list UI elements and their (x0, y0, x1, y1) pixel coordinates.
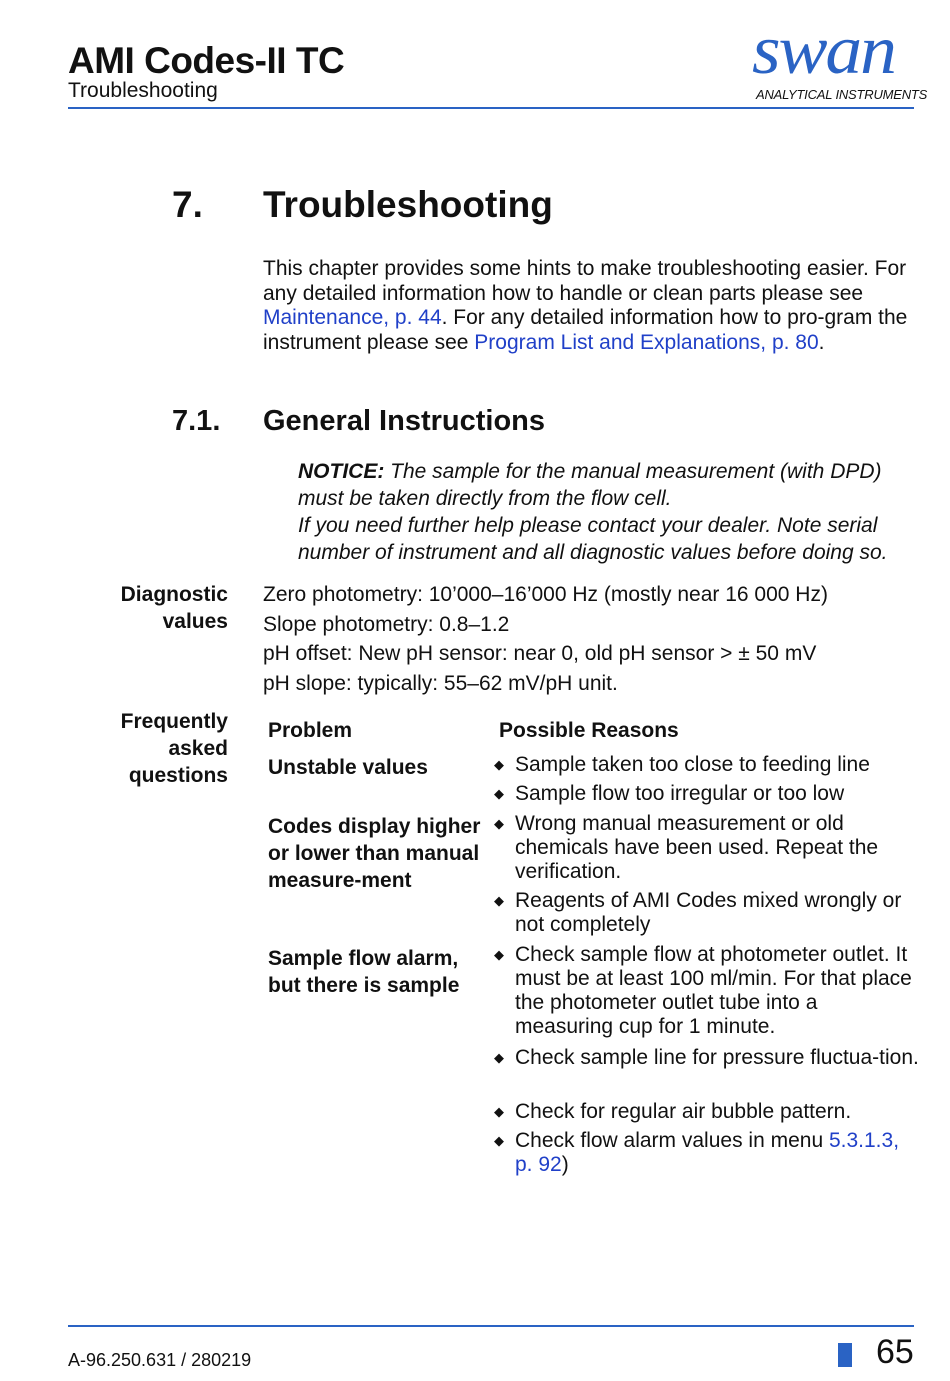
reason-text: Reagents of AMI Codes mixed wrongly or not completely (515, 889, 902, 936)
label-line: asked (168, 737, 228, 760)
diamond-bullet-icon: ◆ (494, 1104, 504, 1119)
chapter-number: 7. (172, 184, 203, 225)
notice-text: If you need further help please contact your dealer. Note serial number of instrument and all diagnostic values before doing so. (298, 514, 888, 564)
document-subtitle: Troubleshooting (68, 79, 218, 102)
label-line: Frequently (120, 710, 228, 733)
diagnostic-line: pH offset: New pH sensor: near 0, old pH sensor > ± 50 mV (263, 642, 817, 665)
problem-cell: Unstable values (268, 756, 428, 779)
reason-text: Check sample line for pressure fluctua-tion. (515, 1046, 919, 1069)
notice-box (298, 458, 923, 566)
reason-item (494, 812, 919, 884)
section-number: 7.1. (172, 405, 221, 437)
diagnostic-line: pH slope: typically: 55–62 mV/pH unit. (263, 671, 618, 695)
intro-text: . For any detailed information how to pro-gram the instrument please see (263, 306, 908, 354)
document-title: AMI Codes-II TC (68, 40, 345, 81)
maintenance-link[interactable]: Maintenance, p. 44 (263, 306, 442, 330)
document-code: A-96.250.631 / 280219 (68, 1350, 252, 1370)
problem-cell: Sample flow alarm, but there is sample (268, 947, 460, 997)
label-line: Diagnostic (120, 583, 228, 606)
reason-text: Sample flow too irregular or too low (515, 782, 845, 805)
diamond-bullet-icon: ◆ (494, 1050, 504, 1065)
diamond-bullet-icon: ◆ (494, 1133, 504, 1148)
reason-text (515, 1129, 919, 1177)
reason-item (494, 1100, 919, 1124)
reason-item (494, 782, 919, 806)
diamond-bullet-icon: ◆ (494, 947, 504, 962)
page-number: 65 (876, 1333, 914, 1371)
faq-label (28, 708, 228, 789)
diamond-bullet-icon: ◆ (494, 786, 504, 801)
page-marker (838, 1343, 852, 1367)
diamond-bullet-icon: ◆ (494, 757, 504, 772)
reason-item (494, 943, 919, 1039)
diagnostic-line: Zero photometry: 10’000–16’000 Hz (mostly near 16 000 Hz) (263, 583, 828, 606)
reason-item (494, 1046, 919, 1070)
reasons-column-header: Possible Reasons (499, 719, 679, 742)
reason-text: Wrong manual measurement or old chemicals have been used. Repeat the verification. (515, 812, 879, 883)
footer-rule (68, 1325, 914, 1327)
notice-label: NOTICE: (298, 460, 385, 483)
menu-reference-link[interactable]: 5.3.1.3, p. 92 (515, 1129, 900, 1176)
chapter-intro (263, 257, 913, 355)
reason-item (494, 1129, 919, 1177)
reason-text-part: ) (561, 1153, 569, 1176)
section-title: General Instructions (263, 405, 546, 437)
diagnostic-label (28, 581, 228, 635)
reason-text: Sample taken too close to feeding line (515, 753, 870, 776)
header-rule (68, 107, 914, 109)
diamond-bullet-icon: ◆ (494, 893, 504, 908)
swan-logo: swan (752, 12, 895, 89)
reason-text: Check sample flow at photometer outlet. It must be at least 100 ml/min. For that place the photometer outlet tube into a measuring cup for 1 minute. (515, 943, 912, 1038)
reason-text-part: Check flow alarm values in menu (515, 1129, 829, 1152)
diagnostic-values (263, 580, 828, 698)
problem-column-header: Problem (268, 719, 353, 742)
diamond-bullet-icon: ◆ (494, 816, 504, 831)
notice-text: The sample for the manual measurement (with DPD) must be taken directly from the flow cell. (298, 460, 882, 510)
label-line: values (162, 610, 228, 633)
diagnostic-line: Slope photometry: 0.8–1.2 (263, 612, 510, 636)
chapter-title: Troubleshooting (263, 184, 553, 225)
reason-text: Check for regular air bubble pattern. (515, 1100, 852, 1123)
intro-text: . (818, 330, 825, 354)
reason-item (494, 753, 919, 777)
problem-cell: Codes display higher or lower than manual measure-ment (268, 815, 481, 892)
program-list-link[interactable]: Program List and Explanations, p. 80 (474, 330, 819, 354)
intro-text: This chapter provides some hints to make troubleshooting easier. For any detailed information how to handle or clean parts please see (263, 257, 907, 305)
logo-subtext: ANALYTICAL INSTRUMENTS (756, 87, 928, 102)
reason-item (494, 889, 919, 937)
label-line: questions (128, 764, 228, 787)
